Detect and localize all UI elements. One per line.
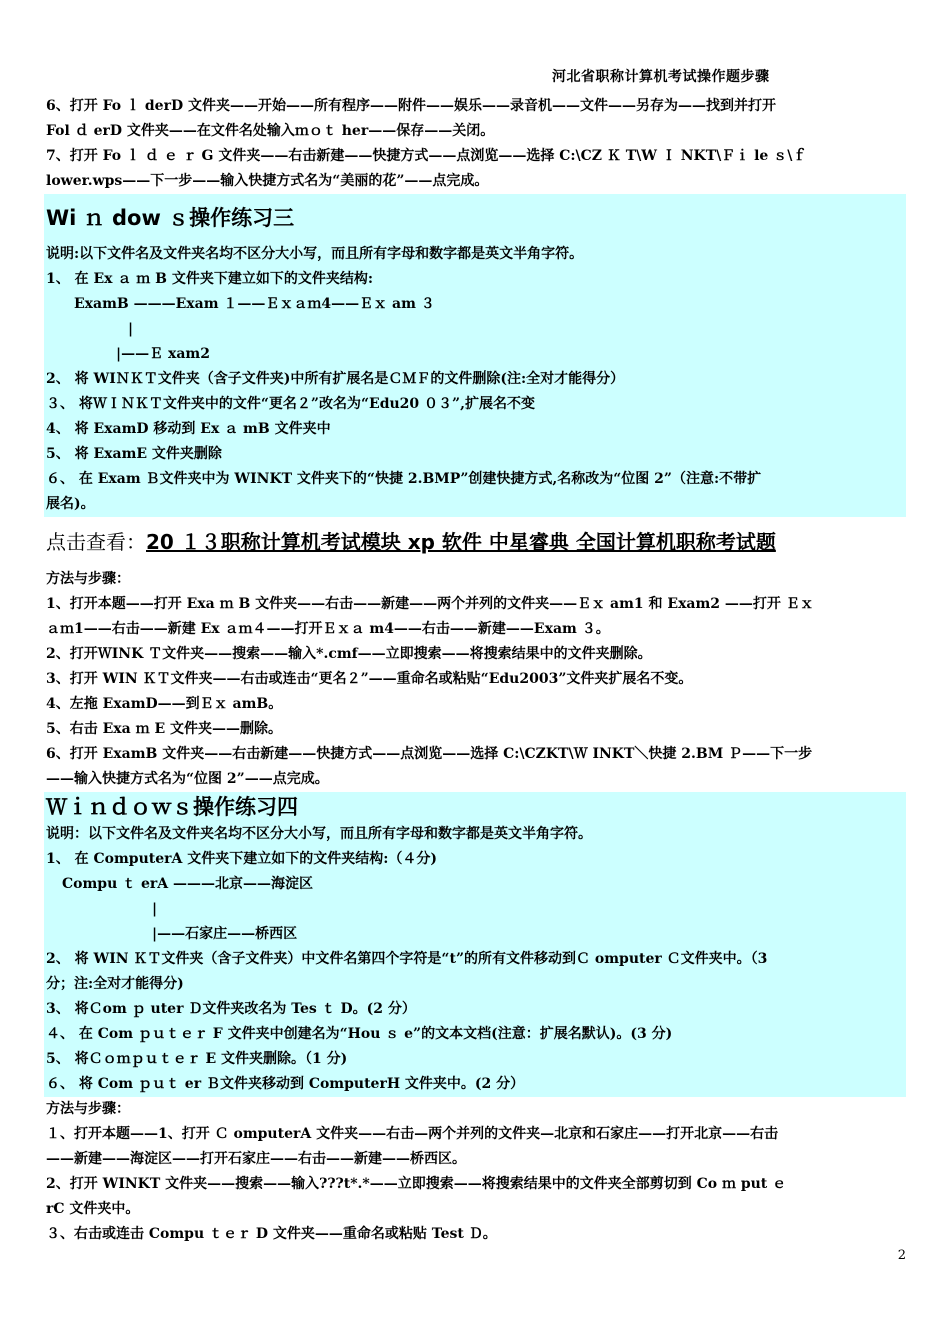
answer-step: ３、右击或连击 Compu ｔｅｒ D 文件夹——重命名或粘贴 Test Ｄ。 bbox=[46, 1226, 497, 1242]
folder-tree-line: ExamB ———Exam １——Ｅｘａｍ4——Ｅｘ am ３ bbox=[74, 296, 435, 312]
question-line: 2、 将 WIＮＫＴ文件夹（含子文件夹)中所有扩展名是ＣＭＦ的文件删除(注:全对才能得分） bbox=[46, 371, 625, 387]
answer-step: 5、右击 Exa ｍ E 文件夹——删除。 bbox=[46, 721, 282, 737]
folder-tree-line: | bbox=[128, 321, 134, 337]
answer-step: ——输入快捷方式名为“位图 2”——点完成。 bbox=[46, 771, 329, 787]
folder-tree-line: Compu ｔ erA ———北京——海淀区 bbox=[62, 876, 314, 892]
exercise-3-title: Wi ｎ dow ｓ操作练习三 bbox=[46, 206, 295, 230]
exercise-3-section bbox=[44, 194, 906, 517]
question-line: 2、 将 WIN ＫＴ文件夹（含子文件夹）中文件名第四个字符是“t”的所有文件移动到Ｃ omputer Ｃ文件夹中。（3 bbox=[46, 951, 768, 967]
answer-step: 4、左拖 ExamD——到Ｅｘ amB。 bbox=[46, 696, 283, 712]
question-line: ６、 在 Exam Ｂ文件夹中为 WINKT 文件夹下的“快捷 2.BMP”创建快捷方式,名称改为“位图 2”（注意:不带扩 bbox=[46, 471, 762, 487]
step-line: Fol ｄ erD 文件夹——在文件名处输入ｍｏｔ her——保存——关闭。 bbox=[46, 123, 495, 139]
exercise-4-title: Ｗｉｎｄｏｗｓ操作练习四 bbox=[46, 795, 298, 819]
method-heading: 方法与步骤： bbox=[46, 1101, 130, 1117]
question-line: 3、 将Ｃom ｐ uter Ｄ文件夹改名为 Tes ｔ D。(2 分） bbox=[46, 1001, 416, 1017]
link-prefix: 点击查看： bbox=[46, 530, 146, 554]
question-line: 4、 将 ExamD 移动到 Ex ａ mB 文件夹中 bbox=[46, 421, 331, 437]
document-body bbox=[46, 94, 906, 1247]
answer-step: 2、打开 WINKT 文件夹——搜索——输入???t*.*——立即搜索——将搜索结果中的文件夹全部剪切到 Co ｍ put ｅ bbox=[46, 1176, 787, 1192]
folder-tree-line: |——Ｅ xam2 bbox=[116, 346, 210, 362]
page-number: 2 bbox=[897, 1248, 906, 1263]
question-line: ６、 将 Com ｐｕｔ er Ｂ文件夹移动到 ComputerH 文件夹中。(2 分） bbox=[46, 1076, 525, 1092]
question-line: 分；注:全对才能得分) bbox=[46, 976, 184, 992]
exercise-note: 说明:以下文件名及文件夹名均不区分大小写，而且所有字母和数字都是英文半角字符。 bbox=[46, 246, 584, 262]
answer-step: 2、打开ＷINK Ｔ文件夹——搜索——输入*.cmf——立即搜索——将搜索结果中的文件夹删除。 bbox=[46, 646, 652, 662]
question-line: 5、 将Ｃｏｍｐｕｔｅｒ E 文件夹删除。（1 分) bbox=[46, 1051, 348, 1067]
method-heading: 方法与步骤： bbox=[46, 571, 130, 587]
answer-step: 1、打开本题——打开 Exa ｍ B 文件夹——右击——新建——两个并列的文件夹——Ｅｘ am1 和 Exam2 ——打开 Ｅｘ bbox=[46, 596, 814, 612]
folder-tree-line: | bbox=[152, 901, 158, 917]
answer-step: ａｍ1——右击——新建 Ex ａｍ４——打开Ｅｘａ m4——右击——新建——Exam ３。 bbox=[46, 621, 610, 637]
question-line: 1、 在 Ex ａ ｍ B 文件夹下建立如下的文件夹结构: bbox=[46, 271, 374, 287]
answer-step: １、打开本题——1、打开 Ｃ omputerA 文件夹——右击—两个并列的文件夹—北京和石家庄——打开北京——右击 bbox=[46, 1126, 779, 1142]
answer-step: 3、打开 WIN ＫＴ文件夹——右击或连击“更名２”——重命名或粘贴“Edu2003”文件夹扩展名不变。 bbox=[46, 671, 693, 687]
answer-step: ——新建——海淀区——打开石家庄——右击——新建——桥西区。 bbox=[46, 1151, 466, 1167]
exercise-note: 说明：以下文件名及文件夹名均不区分大小写，而且所有字母和数字都是英文半角字符。 bbox=[46, 826, 592, 842]
page-header: 河北省职称计算机考试操作题步骤 bbox=[552, 69, 770, 85]
answer-step: 6、打开 ExamB 文件夹——右击新建——快捷方式——点浏览——选择 C:\CZKT\Ｗ INKT＼快捷 2.BM Ｐ——下一步 bbox=[46, 746, 813, 762]
exam-software-link[interactable]: 20 １３职称计算机考试模块 xp 软件 中星睿典 全国计算机职称考试题 bbox=[146, 530, 776, 554]
step-line: 6、打开 Fo ｌ derD 文件夹——开始——所有程序——附件——娱乐——录音机——文件——另存为——找到并打开 bbox=[46, 98, 776, 114]
question-line: ４、 在 Com ｐｕｔｅｒ F 文件夹中创建名为“Hou ｓ e”的文本文档(注意：扩展名默认)。(3 分) bbox=[46, 1026, 673, 1042]
question-line: 展名)。 bbox=[46, 496, 95, 512]
question-line: ３、 将ＷＩＮＫＴ文件夹中的文件“更名２”改名为“Edu20 ０３”,扩展名不变 bbox=[46, 396, 535, 412]
step-line: lower.wps——下一步——输入快捷方式名为“美丽的花”——点完成。 bbox=[46, 173, 489, 189]
related-link-line bbox=[46, 517, 906, 567]
exercise-4-section bbox=[44, 792, 906, 1097]
question-line: 1、 在 ComputerA 文件夹下建立如下的文件夹结构:（４分) bbox=[46, 851, 438, 867]
question-line: 5、 将 ExamE 文件夹删除 bbox=[46, 446, 222, 462]
answer-step: rC 文件夹中。 bbox=[46, 1201, 140, 1217]
step-line: 7、打开 Fo ｌ ｄ ｅ ｒ G 文件夹——右击新建——快捷方式——点浏览——选择 C:\CZ Ｋ T\W Ｉ NKT\Ｆｉ le ｓ\ｆ bbox=[46, 148, 807, 164]
folder-tree-line: |——石家庄——桥西区 bbox=[152, 926, 298, 942]
